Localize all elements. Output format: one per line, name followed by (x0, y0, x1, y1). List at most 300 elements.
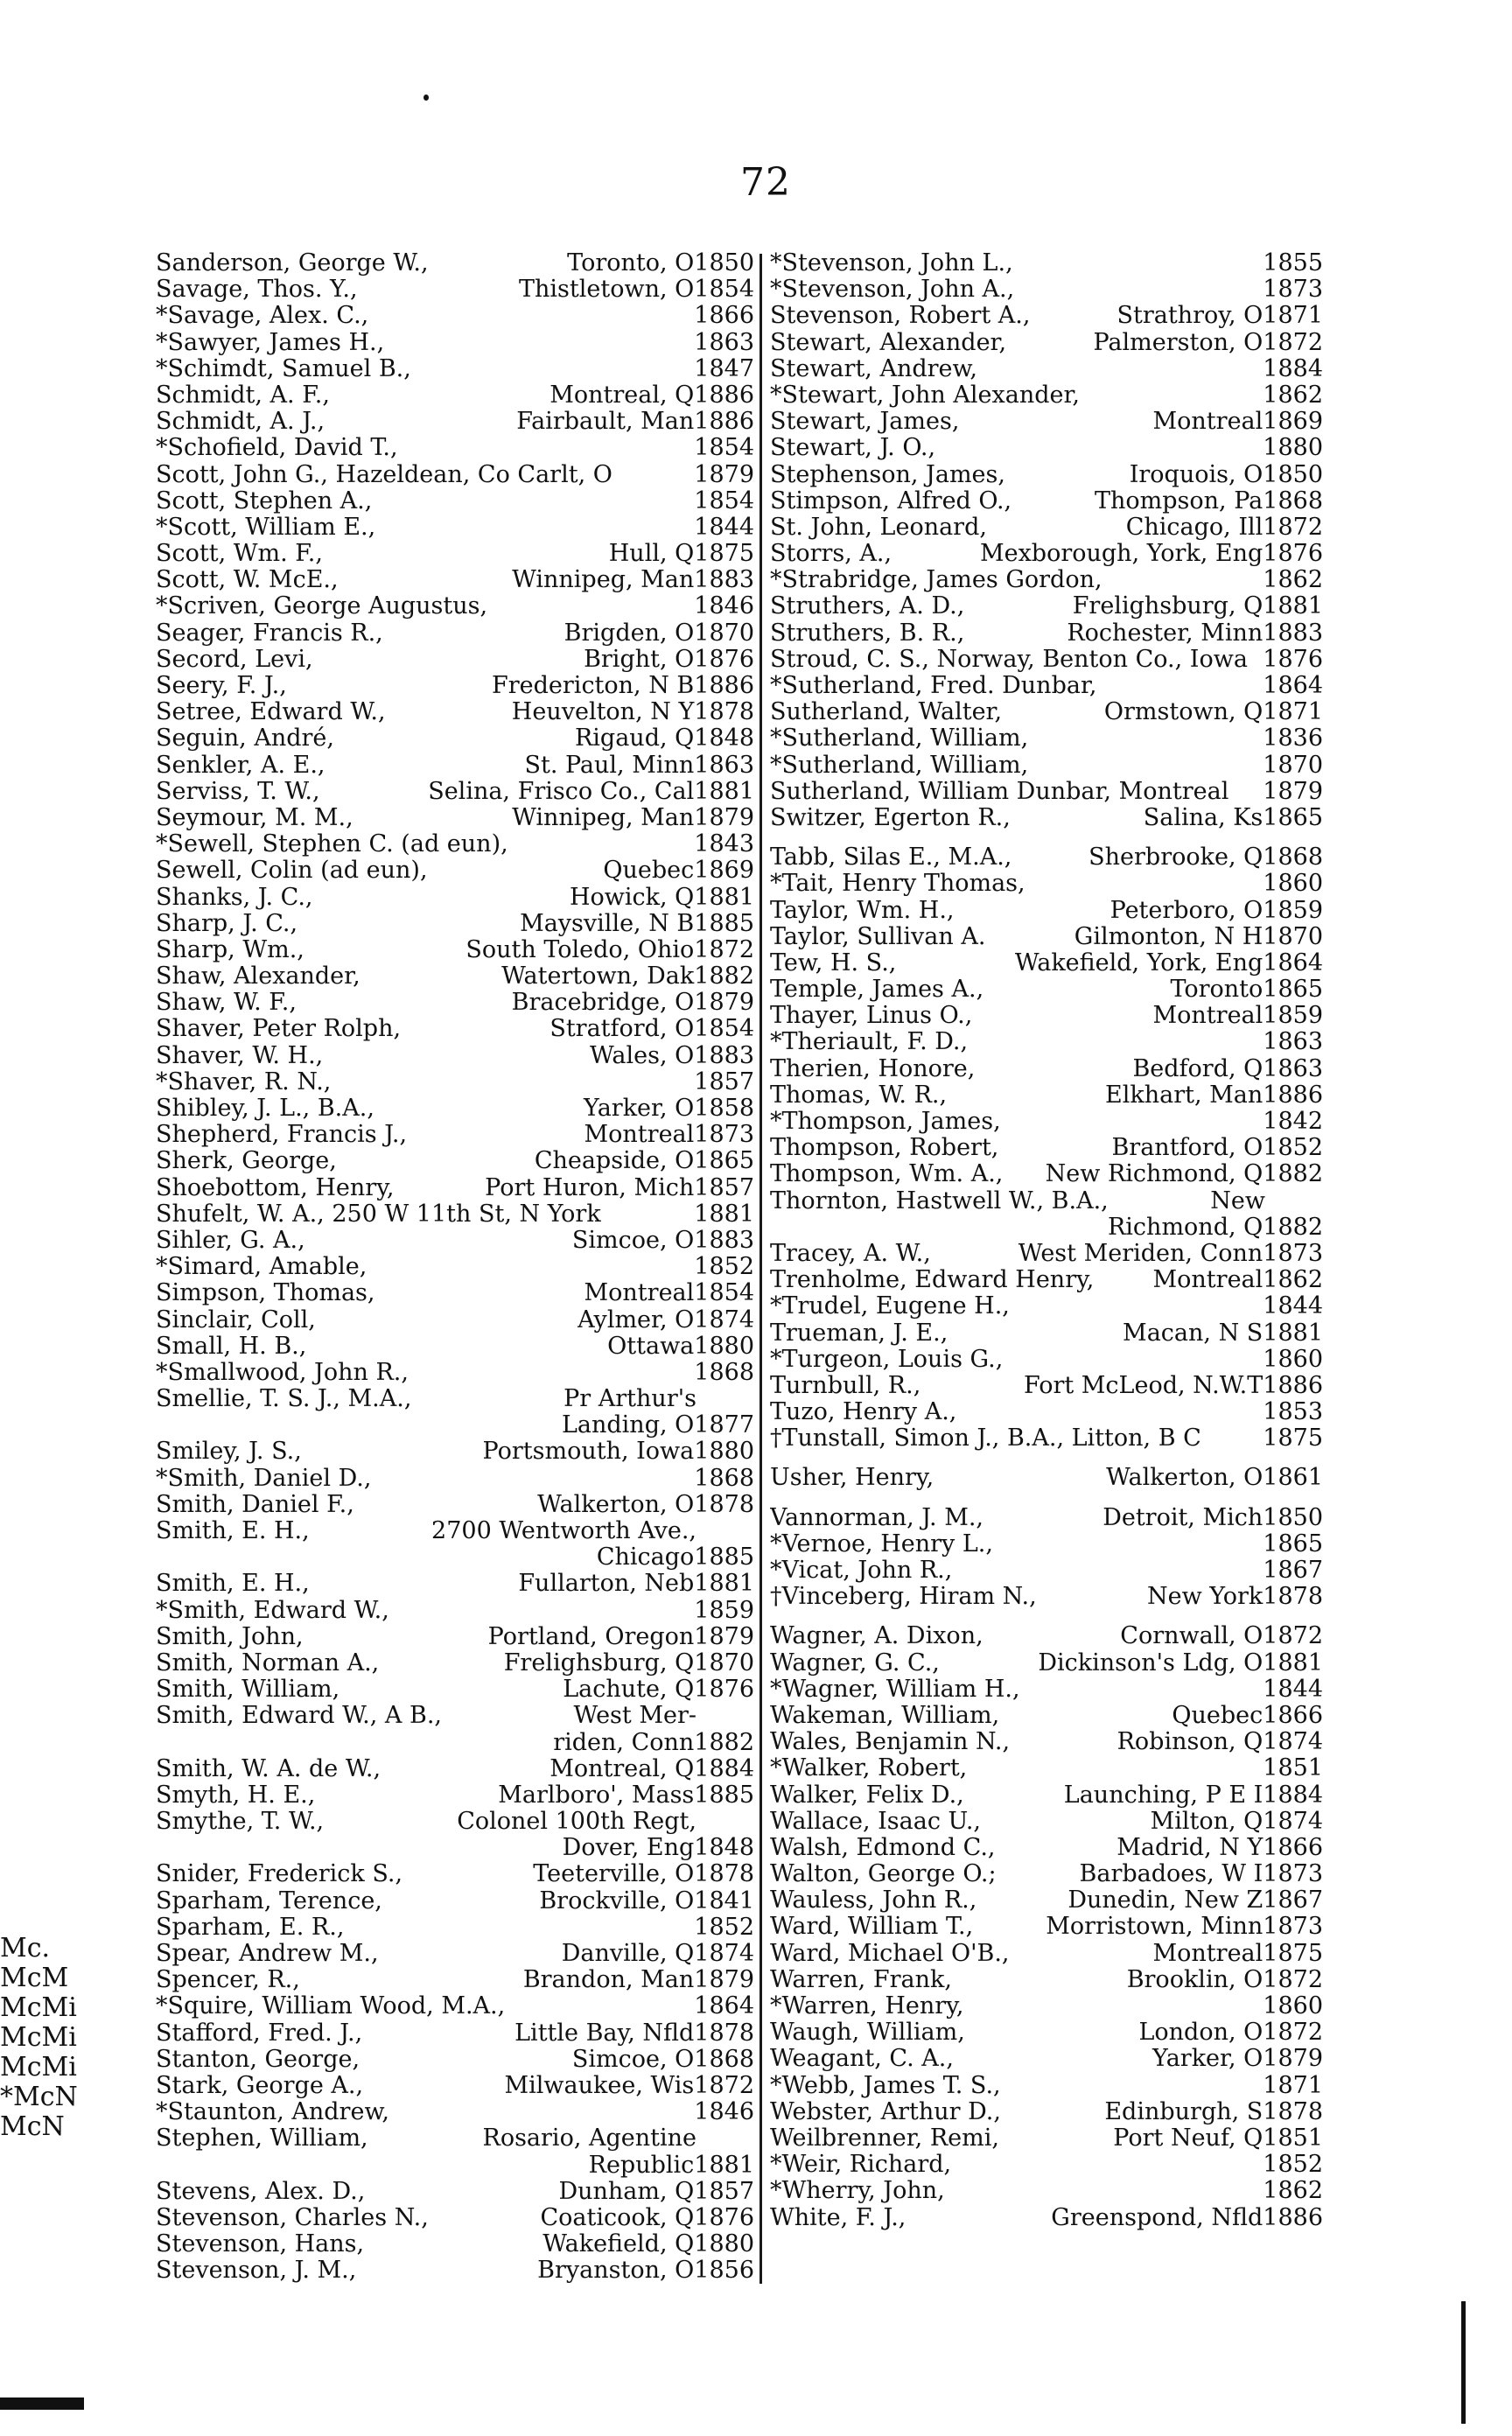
entry-name: Smith, Daniel F., (156, 1491, 354, 1518)
directory-entry (770, 673, 1323, 699)
entry-place: Port Huron, Mich (485, 1173, 695, 1201)
entry-name: *Staunton, Andrew, (156, 2099, 389, 2126)
entry-name: Shanks, J. C., (156, 884, 313, 911)
entry-year: 1863 (1263, 1054, 1323, 1082)
entry-place: Iroquois, O (1129, 460, 1264, 488)
entry-name: Turnbull, R., (770, 1372, 921, 1399)
entry-name: *Sewell, Stephen C. (ad eun), (156, 831, 508, 858)
entry-year: 1841 (694, 1886, 754, 1914)
directory-entry (156, 1412, 754, 1438)
entry-place: Heuvelton, N Y (511, 698, 695, 726)
entry-place: Ormstown, Q (1103, 698, 1264, 726)
entry-name: Stevens, Alex. D., (156, 2178, 366, 2205)
directory-entry (770, 1320, 1323, 1347)
margin-fragment: McMi (0, 1992, 77, 2023)
directory-entry (156, 1518, 754, 1544)
entry-year: 1884 (694, 1754, 754, 1782)
directory-entry (770, 1610, 1323, 1623)
directory-entry (156, 593, 754, 620)
entry-name: Shaw, Alexander, (156, 963, 360, 990)
directory-entry (156, 1069, 754, 1096)
entry-name: Usher, Henry, (770, 1465, 934, 1492)
entry-place: Fullarton, Neb (518, 1570, 695, 1598)
entry-place: Rosario, Agentine (482, 2124, 696, 2152)
entry-name: Shaver, W. H., (156, 1042, 324, 1069)
directory-entry (156, 250, 754, 276)
entry-name: Shoebottom, Henry, (156, 1174, 395, 1201)
entry-name: Serviss, T. W., (156, 778, 320, 805)
entry-year: 1872 (694, 935, 754, 963)
entry-place: Quebec (603, 857, 695, 885)
directory-entry (156, 1466, 754, 1492)
directory-entry (770, 1809, 1323, 1835)
entry-place: Bright, O (584, 645, 695, 673)
directory-entry (770, 1293, 1323, 1320)
directory-entry (770, 1347, 1323, 1373)
entry-year: 1869 (1263, 408, 1323, 436)
directory-entry (770, 1729, 1323, 1755)
directory-entry (770, 844, 1323, 871)
entry-place: Maysville, N B (520, 909, 695, 937)
entry-year: 1879 (1263, 2045, 1323, 2073)
entry-name: *Scott, William E., (156, 514, 376, 541)
entry-year: 1868 (1263, 486, 1323, 514)
entry-place: Danville, Q (561, 1940, 695, 1967)
entry-year: 1852 (694, 1253, 754, 1281)
entry-place: Greenspond, Nfld (1051, 2203, 1264, 2231)
entry-year: 1876 (694, 1676, 754, 1704)
entry-year: 1873 (694, 1121, 754, 1149)
directory-entry (770, 1558, 1323, 1584)
entry-name: Stroud, C. S., Norway, Benton Co., Iowa (770, 646, 1248, 673)
entry-name: Struthers, A. D., (770, 593, 965, 620)
entry-place: Dickinson's Ldg, O (1038, 1648, 1264, 1676)
entry-place: Morristown, Minn (1046, 1913, 1264, 1941)
entry-name: Wakeman, William, (770, 1702, 1000, 1729)
entry-year: 1848 (694, 724, 754, 752)
entry-place: Fairbault, Man (516, 408, 695, 436)
directory-entry (156, 2047, 754, 2073)
directory-entry (770, 924, 1323, 950)
entry-year: 1886 (694, 672, 754, 699)
entry-name: Trueman, J. E., (770, 1320, 948, 1347)
entry-place: Selina, Frisco Co., Cal (428, 777, 695, 805)
entry-place: 2700 Wentworth Ave., (431, 1517, 696, 1544)
entry-name: *Wagner, William H., (770, 1676, 1020, 1703)
entry-year: 1862 (1263, 381, 1323, 409)
entry-name: Sanderson, George W., (156, 250, 429, 276)
entry-year: 1852 (1263, 2151, 1323, 2179)
directory-entry (770, 2125, 1323, 2152)
entry-year: 1879 (694, 1622, 754, 1650)
directory-entry (156, 1175, 754, 1201)
directory-entry (156, 2125, 754, 2152)
directory-entry (770, 1029, 1323, 1055)
directory-entry (156, 1703, 754, 1729)
entry-year: 1883 (694, 1226, 754, 1254)
entry-year: 1882 (1263, 1160, 1323, 1188)
directory-entry (156, 435, 754, 461)
entry-place: Winnipeg, Man (512, 803, 695, 831)
directory-entry (156, 2205, 754, 2231)
entry-place: Walkerton, O (1106, 1464, 1264, 1492)
directory-entry (770, 725, 1323, 752)
entry-name: Schmidt, A. F., (156, 382, 330, 409)
directory-entry (770, 950, 1323, 976)
directory-entry (770, 1782, 1323, 1809)
entry-year: 1879 (694, 1966, 754, 1994)
directory-entry (770, 779, 1323, 805)
entry-name: *Strabridge, James Gordon, (770, 567, 1102, 594)
entry-year: 1860 (1263, 870, 1323, 898)
entry-name: Sparham, Terence, (156, 1887, 382, 1914)
entry-place: Toronto (1170, 976, 1264, 1004)
entry-name: Smith, William, (156, 1676, 340, 1704)
entry-year: 1864 (1263, 948, 1323, 976)
entry-name: †Vinceberg, Hiram N., (770, 1584, 1037, 1611)
entry-year: 1836 (1263, 724, 1323, 752)
directory-entry (770, 871, 1323, 897)
entry-year: 1859 (694, 1596, 754, 1624)
directory-entry (770, 356, 1323, 382)
entry-name: Switzer, Egerton R., (770, 804, 1011, 831)
entry-name: *Savage, Alex. C., (156, 303, 369, 330)
entry-name: Small, H. B., (156, 1333, 307, 1360)
directory-entry (156, 805, 754, 831)
directory-entry (770, 1082, 1323, 1109)
directory-entry (156, 779, 754, 805)
entry-name: *Sawyer, James H., (156, 329, 385, 356)
entry-year: 1874 (1263, 1728, 1323, 1756)
entry-year: 1860 (1263, 1345, 1323, 1373)
entry-year: 1871 (1263, 2071, 1323, 2099)
entry-place: Yarker, O (1152, 2045, 1264, 2073)
directory-entry (156, 1967, 754, 1993)
entry-place: Brigden, O (564, 619, 695, 647)
entry-year: 1850 (1263, 1503, 1323, 1531)
entry-place: Landing, O (561, 1411, 695, 1439)
directory-entry (156, 620, 754, 647)
entry-place: Detroit, Mich (1102, 1503, 1264, 1531)
entry-year: 1865 (1263, 976, 1323, 1004)
entry-place: Montreal (584, 1121, 695, 1149)
entry-place: Gilmonton, N H (1074, 922, 1264, 950)
entry-name: †Tunstall, Simon J., B.A., Litton, B C (770, 1425, 1201, 1452)
entry-year: 1867 (1263, 1886, 1323, 1914)
entry-name: Struthers, B. R., (770, 620, 965, 647)
entry-year: 1860 (1263, 1992, 1323, 2020)
entry-name: *Webb, James T. S., (770, 2072, 1001, 2099)
directory-entry (156, 1280, 754, 1306)
entry-year: 1846 (694, 592, 754, 620)
entry-year: 1865 (694, 1147, 754, 1175)
entry-place: Dunedin, New Z (1068, 1886, 1264, 1914)
entry-place: New York (1146, 1583, 1264, 1611)
entry-name: Spear, Andrew M., (156, 1941, 379, 1967)
entry-year: 1885 (694, 1781, 754, 1809)
entry-name: Smith, W. A. de W., (156, 1755, 382, 1782)
entry-year: 1872 (1263, 1965, 1323, 1993)
entry-place: Republic (588, 2151, 695, 2179)
directory-entry (156, 276, 754, 303)
directory-entry (156, 1122, 754, 1148)
directory-entry (156, 1254, 754, 1280)
directory-entry (770, 1505, 1323, 1531)
entry-place: Lachute, Q (563, 1676, 695, 1704)
entry-name: *Tait, Henry Thomas, (770, 871, 1026, 898)
entry-name: St. John, Leonard, (770, 514, 987, 541)
entry-place: Montreal, Q (550, 1754, 695, 1782)
directory-entry (156, 1228, 754, 1254)
directory-entry (770, 831, 1323, 844)
directory-entry (770, 1887, 1323, 1914)
entry-place: Milton, Q (1150, 1807, 1264, 1835)
entry-name: Taylor, Sullivan A. (770, 923, 986, 950)
entry-name: Wagner, G. C., (770, 1649, 940, 1676)
directory-entry (156, 911, 754, 937)
directory-entry (770, 1623, 1323, 1649)
entry-year: 1881 (1263, 592, 1323, 620)
entry-year: 1847 (694, 354, 754, 382)
entry-year: 1880 (1263, 434, 1323, 462)
directory-entry (770, 2020, 1323, 2046)
entry-year: 1870 (694, 1648, 754, 1676)
entry-place: Mexborough, York, Eng (979, 540, 1264, 568)
entry-year: 1875 (1263, 1424, 1323, 1452)
entry-place: Elkhart, Man (1105, 1081, 1264, 1109)
directory-entry (156, 2152, 754, 2179)
entry-place: Rigaud, Q (574, 724, 695, 752)
directory-entry (770, 2178, 1323, 2204)
entry-place: Ottawa (607, 1332, 695, 1360)
directory-entry (156, 1360, 754, 1386)
directory-entry (770, 1135, 1323, 1161)
entry-year: 1856 (694, 2257, 754, 2285)
entry-place: Edinburgh, S (1104, 2097, 1264, 2125)
directory-entry (156, 990, 754, 1016)
entry-place: Montreal (1152, 1002, 1264, 1030)
entry-place: Aylmer, O (578, 1306, 695, 1334)
entry-place: Stratford, O (550, 1015, 695, 1043)
entry-name: Tracey, A. W., (770, 1240, 931, 1267)
entry-name: Warren, Frank, (770, 1966, 952, 1993)
entry-name: Sutherland, William Dunbar, Montreal (770, 778, 1229, 805)
directory-entry (156, 1148, 754, 1174)
entry-year: 1876 (1263, 540, 1323, 568)
entry-name: Wallace, Isaac U., (770, 1808, 981, 1835)
directory-entry (156, 1993, 754, 2020)
directory-entry (156, 1438, 754, 1465)
entry-year: 1880 (694, 1438, 754, 1466)
directory-entry (156, 1861, 754, 1887)
entry-year: 1850 (1263, 460, 1323, 488)
directory-entry (770, 1056, 1323, 1082)
directory-entry (770, 1650, 1323, 1676)
margin-fragment: McMi (0, 2052, 77, 2082)
entry-place: Portsmouth, Iowa (482, 1438, 695, 1466)
directory-entry (156, 885, 754, 911)
entry-year: 1866 (1263, 1701, 1323, 1729)
entry-place: Frelighsburg, Q (1072, 592, 1264, 620)
entry-place: Wakefield, Q (542, 2230, 695, 2258)
entry-place: Brockville, O (539, 1886, 695, 1914)
directory-entry (770, 435, 1323, 461)
entry-year: 1844 (1263, 1292, 1323, 1320)
directory-entry (770, 1109, 1323, 1135)
entry-year: 1879 (694, 989, 754, 1017)
entry-place: London, O (1138, 2019, 1264, 2047)
entry-year: 1882 (694, 962, 754, 990)
entry-year: 1857 (694, 1068, 754, 1096)
entry-place: Watertown, Dak (501, 962, 695, 990)
entry-name: Sinclair, Coll, (156, 1306, 316, 1334)
entry-name: Stevenson, J. M., (156, 2258, 357, 2285)
entry-name: Thomas, W. R., (770, 1082, 948, 1109)
entry-name: *Smith, Daniel D., (156, 1465, 372, 1492)
directory-entry (156, 1624, 754, 1650)
entry-name: Scott, John G., Hazeldean, Co Carlt, O (156, 461, 612, 488)
entry-year: 1866 (694, 302, 754, 330)
directory-entry (156, 2020, 754, 2047)
entry-year: 1884 (1263, 1781, 1323, 1809)
entry-place: Salina, Ks (1143, 803, 1264, 831)
entry-year: 1881 (694, 777, 754, 805)
directory-entry (156, 567, 754, 593)
entry-name: Seery, F. J., (156, 673, 287, 699)
entry-year: 1879 (1263, 777, 1323, 805)
directory-entry (156, 1334, 754, 1360)
entry-year: 1883 (1263, 619, 1323, 647)
entry-place: Strathroy, O (1116, 302, 1264, 330)
entry-name: Savage, Thos. Y., (156, 276, 358, 304)
directory-entry (770, 2099, 1323, 2125)
directory-entry (770, 593, 1323, 620)
entry-place: Walkerton, O (537, 1490, 695, 1518)
directory-entry (156, 1941, 754, 1967)
entry-place: West Meriden, Conn (1018, 1239, 1264, 1267)
directory-entry (770, 488, 1323, 514)
entry-year: 1872 (694, 2071, 754, 2099)
entry-year: 1855 (1263, 249, 1323, 276)
directory-entry (770, 1373, 1323, 1399)
entry-place: Rochester, Minn (1067, 619, 1264, 647)
directory-entry (156, 2179, 754, 2205)
entry-year: 1854 (694, 1015, 754, 1043)
entry-name: *Vernoe, Henry L., (770, 1530, 993, 1558)
entry-place: Montreal (1152, 408, 1264, 436)
entry-year: 1880 (694, 1332, 754, 1360)
entry-place: Winnipeg, Man (512, 566, 695, 594)
directory-entry (770, 647, 1323, 673)
directory-entry (770, 1755, 1323, 1782)
entry-place: West Mer- (573, 1702, 696, 1730)
margin-mark (0, 2398, 84, 2410)
directory-entry (770, 2205, 1323, 2231)
entry-place: New Richmond, Q (1045, 1160, 1264, 1188)
entry-name: Smith, Norman A., (156, 1649, 380, 1676)
directory-entry (770, 330, 1323, 356)
entry-year: 1874 (694, 1940, 754, 1967)
directory-entry (770, 250, 1323, 276)
directory-entry (770, 514, 1323, 541)
entry-name: *Theriault, F. D., (770, 1029, 969, 1056)
directory-entry (156, 2258, 754, 2284)
directory-entry (770, 409, 1323, 435)
entry-year: 1868 (1263, 844, 1323, 872)
entry-year: 1859 (1263, 1002, 1323, 1030)
entry-year: 1872 (1263, 513, 1323, 541)
entry-year: 1863 (694, 751, 754, 779)
directory-entry (770, 805, 1323, 831)
entry-name: *Wherry, John, (770, 2178, 945, 2205)
entry-year: 1865 (1263, 803, 1323, 831)
entry-name: *Warren, Henry, (770, 1993, 964, 2020)
entry-name: *Sutherland, Fred. Dunbar, (770, 673, 1097, 699)
entry-name: Thompson, Robert, (770, 1135, 999, 1162)
entry-year: 1858 (694, 1095, 754, 1122)
directory-entry (156, 673, 754, 699)
directory-entry (156, 725, 754, 752)
entry-place: Brandon, Man (522, 1966, 695, 1994)
entry-year: 1857 (694, 1173, 754, 1201)
directory-entry (770, 2046, 1323, 2072)
entry-place: Coaticook, Q (540, 2203, 695, 2231)
directory-entry (156, 1756, 754, 1782)
directory-entry (770, 1703, 1323, 1729)
entry-year: 1873 (1263, 276, 1323, 304)
entry-year: 1870 (1263, 922, 1323, 950)
entry-name: Stevenson, Charles N., (156, 2204, 429, 2231)
entry-name: Stark, George A., (156, 2072, 364, 2099)
entry-year: 1878 (694, 2019, 754, 2047)
entry-place: Brantford, O (1111, 1134, 1264, 1162)
directory-entry (156, 1598, 754, 1624)
entry-place: South Toledo, Ohio (466, 935, 695, 963)
entry-place: Milwaukee, Wis (504, 2071, 695, 2099)
entry-name: Stewart, Andrew, (770, 355, 978, 382)
entry-name: Stephenson, James, (770, 461, 1005, 488)
entry-name: *Sutherland, William, (770, 725, 1029, 752)
directory-entry (156, 1571, 754, 1597)
directory-entry (770, 541, 1323, 567)
entry-name: Sharp, J. C., (156, 910, 298, 937)
entry-year: 1885 (694, 1544, 754, 1572)
entry-year: 1877 (694, 1411, 754, 1439)
entry-name: Stevenson, Hans, (156, 2231, 365, 2258)
directory-entry (770, 699, 1323, 725)
entry-name: *Sutherland, William, (770, 752, 1029, 779)
entry-name: Senkler, A. E., (156, 752, 326, 779)
entry-name: Schmidt, A. J., (156, 409, 326, 436)
directory-entry (770, 1267, 1323, 1293)
directory-entry (156, 356, 754, 382)
entry-name: Wagner, A. Dixon, (770, 1623, 984, 1650)
entry-name: *Smallwood, John R., (156, 1359, 409, 1386)
entry-name: Webster, Arthur D., (770, 2098, 1001, 2125)
entry-year: 1876 (694, 2203, 754, 2231)
margin-fragment: McM (0, 1963, 69, 1993)
entry-place: St. Paul, Minn (524, 751, 695, 779)
entry-name: Simpson, Thomas, (156, 1280, 375, 1307)
directory-entry (156, 1676, 754, 1703)
entry-name: Stevenson, Robert A., (770, 303, 1031, 330)
entry-year: 1875 (1263, 1939, 1323, 1967)
directory-entry (770, 1161, 1323, 1187)
directory-entry (156, 752, 754, 779)
directory-entry (770, 382, 1323, 409)
margin-mark (1461, 2301, 1466, 2424)
directory-entry (770, 1993, 1323, 2020)
